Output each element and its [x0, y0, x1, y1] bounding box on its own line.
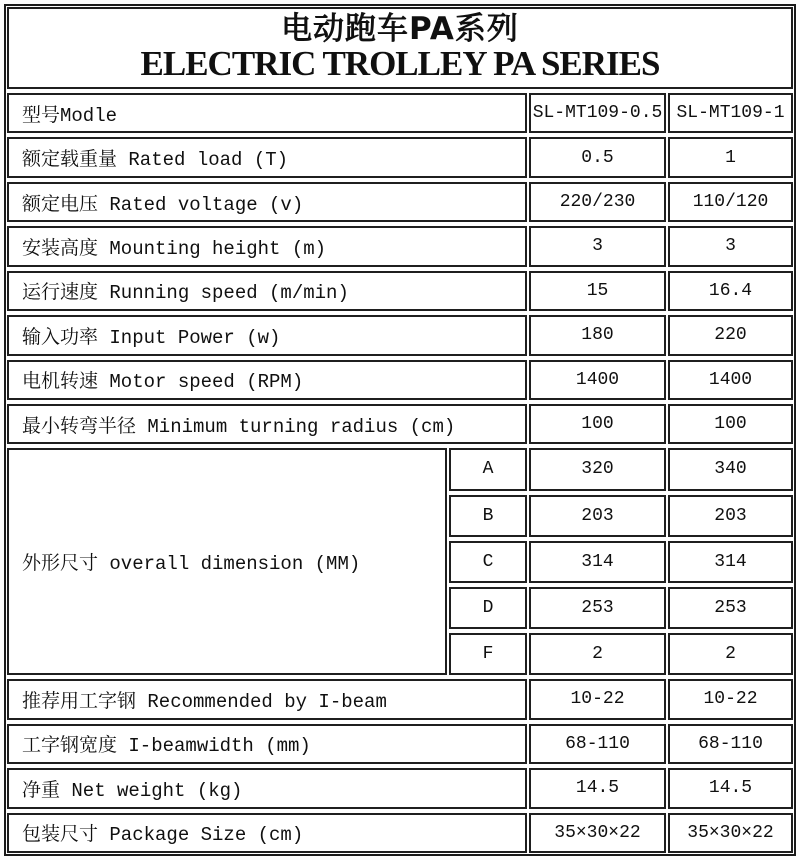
value-col2: 253 [668, 587, 793, 629]
dimension-group [7, 448, 793, 675]
value-col2: 1400 [668, 360, 793, 400]
dimension-group-label: 外形尺寸 overall dimension (MM) [7, 448, 447, 675]
dimension-row-c [449, 541, 793, 583]
dimension-key: D [449, 587, 527, 629]
value-col2: 220 [668, 315, 793, 355]
value-col1: 100 [529, 404, 666, 444]
dimension-key: A [449, 448, 527, 490]
value-col1: 68-110 [529, 724, 666, 764]
dimension-rows [449, 448, 793, 675]
dimension-key: F [449, 633, 527, 675]
value-col2: 14.5 [668, 768, 793, 808]
spec-row-recommended-ibeam [7, 679, 793, 719]
spec-row-input-power [7, 315, 793, 355]
value-col1: 314 [529, 541, 666, 583]
value-col2: 68-110 [668, 724, 793, 764]
row-label: 包装尺寸 Package Size (cm) [7, 813, 527, 853]
spec-row-ibeam-width [7, 724, 793, 764]
dimension-row-b [449, 495, 793, 537]
value-col1: 220/230 [529, 182, 666, 222]
dimension-row-f [449, 633, 793, 675]
value-col1: 2 [529, 633, 666, 675]
spec-row-net-weight [7, 768, 793, 808]
row-label: 安装高度 Mounting height (m) [7, 226, 527, 266]
row-label: 净重 Net weight (kg) [7, 768, 527, 808]
title-row [7, 7, 793, 89]
value-col2: 1 [668, 137, 793, 177]
dimension-key: B [449, 495, 527, 537]
row-label: 型号Modle [7, 93, 527, 133]
row-label: 额定电压 Rated voltage (v) [7, 182, 527, 222]
value-col2: 203 [668, 495, 793, 537]
row-label: 工字钢宽度 I-beamwidth (mm) [7, 724, 527, 764]
value-col2: 3 [668, 226, 793, 266]
spec-table [4, 4, 796, 856]
value-col2: 16.4 [668, 271, 793, 311]
spec-row-rated-load [7, 137, 793, 177]
spec-row-rated-voltage [7, 182, 793, 222]
dimension-row-a [449, 448, 793, 490]
row-label: 运行速度 Running speed (m/min) [7, 271, 527, 311]
model-column-1: SL-MT109-0.5 [529, 93, 666, 133]
row-label: 电机转速 Motor speed (RPM) [7, 360, 527, 400]
value-col1: 15 [529, 271, 666, 311]
value-col2: 10-22 [668, 679, 793, 719]
title-chinese: 电动跑车PA系列 [281, 10, 519, 47]
row-label: 推荐用工字钢 Recommended by I-beam [7, 679, 527, 719]
title-english: ELECTRIC TROLLEY PA SERIES [140, 44, 660, 84]
value-col2: 340 [668, 448, 793, 490]
dimension-row-d [449, 587, 793, 629]
spec-row-mounting-height [7, 226, 793, 266]
value-col1: 203 [529, 495, 666, 537]
value-col1: 14.5 [529, 768, 666, 808]
value-col2: 314 [668, 541, 793, 583]
value-col1: 180 [529, 315, 666, 355]
value-col2: 110/120 [668, 182, 793, 222]
value-col1: 10-22 [529, 679, 666, 719]
spec-row-running-speed [7, 271, 793, 311]
value-col2: 100 [668, 404, 793, 444]
row-label: 最小转弯半径 Minimum turning radius (cm) [7, 404, 527, 444]
spec-row-model [7, 93, 793, 133]
spec-row-motor-speed [7, 360, 793, 400]
value-col1: 0.5 [529, 137, 666, 177]
value-col1: 253 [529, 587, 666, 629]
value-col2: 2 [668, 633, 793, 675]
row-label: 输入功率 Input Power (w) [7, 315, 527, 355]
row-label: 额定载重量 Rated load (T) [7, 137, 527, 177]
spec-row-package-size [7, 813, 793, 853]
title-cell [7, 7, 793, 89]
value-col1: 1400 [529, 360, 666, 400]
value-col1: 3 [529, 226, 666, 266]
value-col1: 35×30×22 [529, 813, 666, 853]
dimension-key: C [449, 541, 527, 583]
value-col1: 320 [529, 448, 666, 490]
value-col2: 35×30×22 [668, 813, 793, 853]
spec-row-turning-radius [7, 404, 793, 444]
model-column-2: SL-MT109-1 [668, 93, 793, 133]
